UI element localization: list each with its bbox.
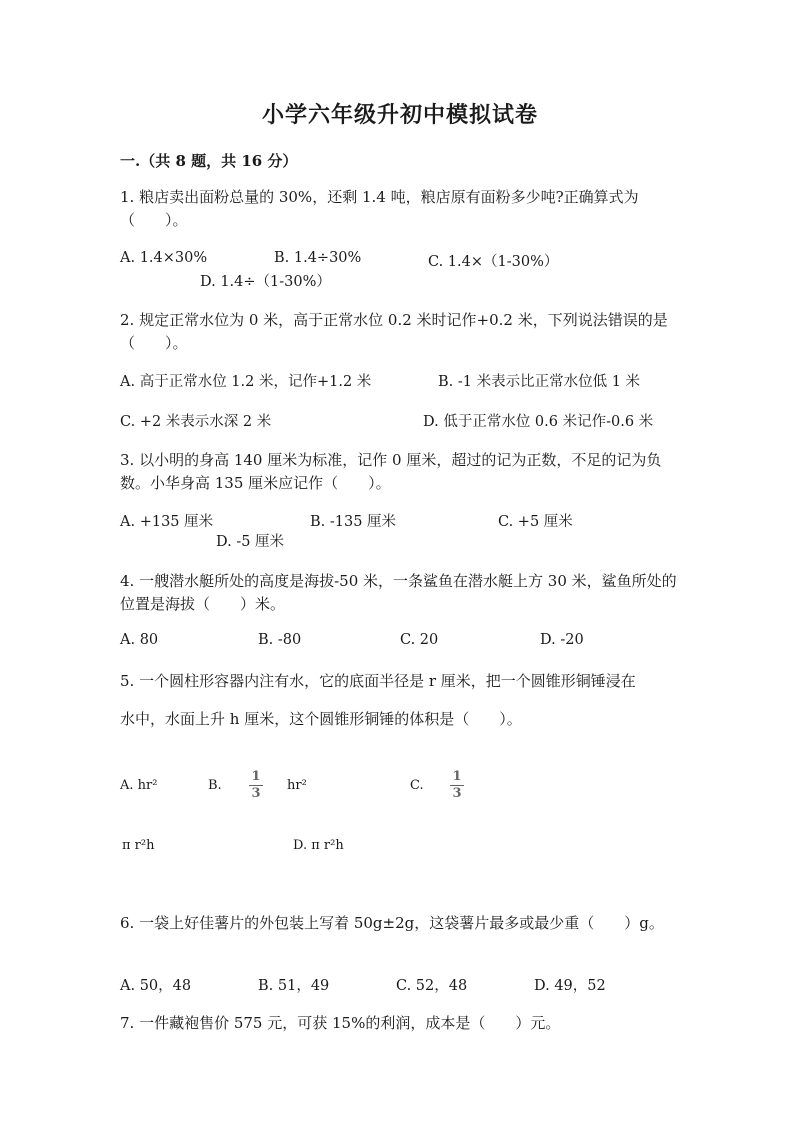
fraction-numerator: 1 bbox=[251, 769, 261, 784]
question-6-option-b[interactable]: B. 51，49 bbox=[258, 978, 330, 994]
question-1-option-c[interactable]: C. 1.4×（1-30%） bbox=[428, 254, 559, 270]
question-3-option-d[interactable]: D. -5 厘米 bbox=[216, 534, 285, 550]
question-6-option-d[interactable]: D. 49，52 bbox=[534, 978, 606, 994]
question-2-option-b[interactable]: B. -1 米表示比正常水位低 1 米 bbox=[438, 374, 641, 390]
question-5-stem-line2: 水中，水面上升 h 厘米，这个圆锥形铜锤的体积是（ ）。 bbox=[120, 710, 522, 728]
question-5-option-b-tail: hr² bbox=[287, 778, 307, 793]
question-4-option-a[interactable]: A. 80 bbox=[120, 632, 159, 648]
page-title: 小学六年级升初中模拟试卷 bbox=[261, 102, 538, 128]
question-5-option-c-label[interactable]: C. bbox=[410, 778, 424, 793]
question-1-option-b[interactable]: B. 1.4÷30% bbox=[274, 250, 362, 266]
question-6-option-a[interactable]: A. 50，48 bbox=[120, 978, 192, 994]
question-6-option-c[interactable]: C. 52，48 bbox=[396, 978, 468, 994]
question-1-stem: 1. 粮店卖出面粉总量的 30%，还剩 1.4 吨，粮店原有面粉多少吨?正确算式为（ ）。 bbox=[120, 188, 639, 229]
question-2-option-d[interactable]: D. 低于正常水位 0.6 米记作-0.6 米 bbox=[423, 414, 654, 430]
question-5-option-b-fraction bbox=[249, 770, 263, 801]
question-3-option-b[interactable]: B. -135 厘米 bbox=[310, 514, 397, 530]
question-1-option-d[interactable]: D. 1.4÷（1-30%） bbox=[200, 274, 331, 290]
question-5-option-b-label[interactable]: B. bbox=[208, 778, 222, 793]
question-5-option-a[interactable]: A. hr² bbox=[120, 778, 158, 793]
question-4-option-c[interactable]: C. 20 bbox=[400, 632, 439, 648]
question-2-stem: 2. 规定正常水位为 0 米，高于正常水位 0.2 米时记作+0.2 米，下列说法错误的是（ ）。 bbox=[120, 311, 668, 352]
fraction-numerator: 1 bbox=[452, 769, 462, 784]
question-3-option-a[interactable]: A. +135 厘米 bbox=[120, 514, 214, 530]
question-7-stem: 7. 一件藏袍售价 575 元，可获 15%的利润，成本是（ ）元。 bbox=[120, 1014, 561, 1032]
section-heading: 一.（共 8 题，共 16 分） bbox=[120, 152, 298, 170]
question-4-option-b[interactable]: B. -80 bbox=[258, 632, 302, 648]
question-4-option-d[interactable]: D. -20 bbox=[540, 632, 584, 648]
question-4-stem: 4. 一艘潜水艇所处的高度是海拔-50 米，一条鲨鱼在潜水艇上方 30 米，鲨鱼所处的位置是海拔（ ）米。 bbox=[120, 572, 677, 613]
question-2-option-a[interactable]: A. 高于正常水位 1.2 米，记作+1.2 米 bbox=[120, 374, 372, 390]
question-6-stem: 6. 一袋上好佳薯片的外包装上写着 50g±2g，这袋薯片最多或最少重（ ）g。 bbox=[120, 914, 664, 932]
question-5-option-d[interactable]: D. π r²h bbox=[293, 838, 344, 853]
question-2-option-c[interactable]: C. +2 米表示水深 2 米 bbox=[120, 414, 272, 430]
question-5-option-c-fraction bbox=[450, 770, 464, 801]
question-5-stem-line1: 5. 一个圆柱形容器内注有水，它的底面半径是 r 厘米，把一个圆锥形铜锤浸在 bbox=[120, 672, 636, 690]
question-3-stem: 3. 以小明的身高 140 厘米为标准，记作 0 厘米，超过的记为正数，不足的记为负数。小华身高 135 厘米应记作（ ）。 bbox=[120, 451, 662, 492]
fraction-denominator: 3 bbox=[452, 786, 462, 801]
question-1-option-a[interactable]: A. 1.4×30% bbox=[120, 250, 208, 266]
question-5-option-c-tail: π r²h bbox=[122, 838, 155, 853]
fraction-denominator: 3 bbox=[251, 786, 261, 801]
question-3-option-c[interactable]: C. +5 厘米 bbox=[498, 514, 573, 530]
